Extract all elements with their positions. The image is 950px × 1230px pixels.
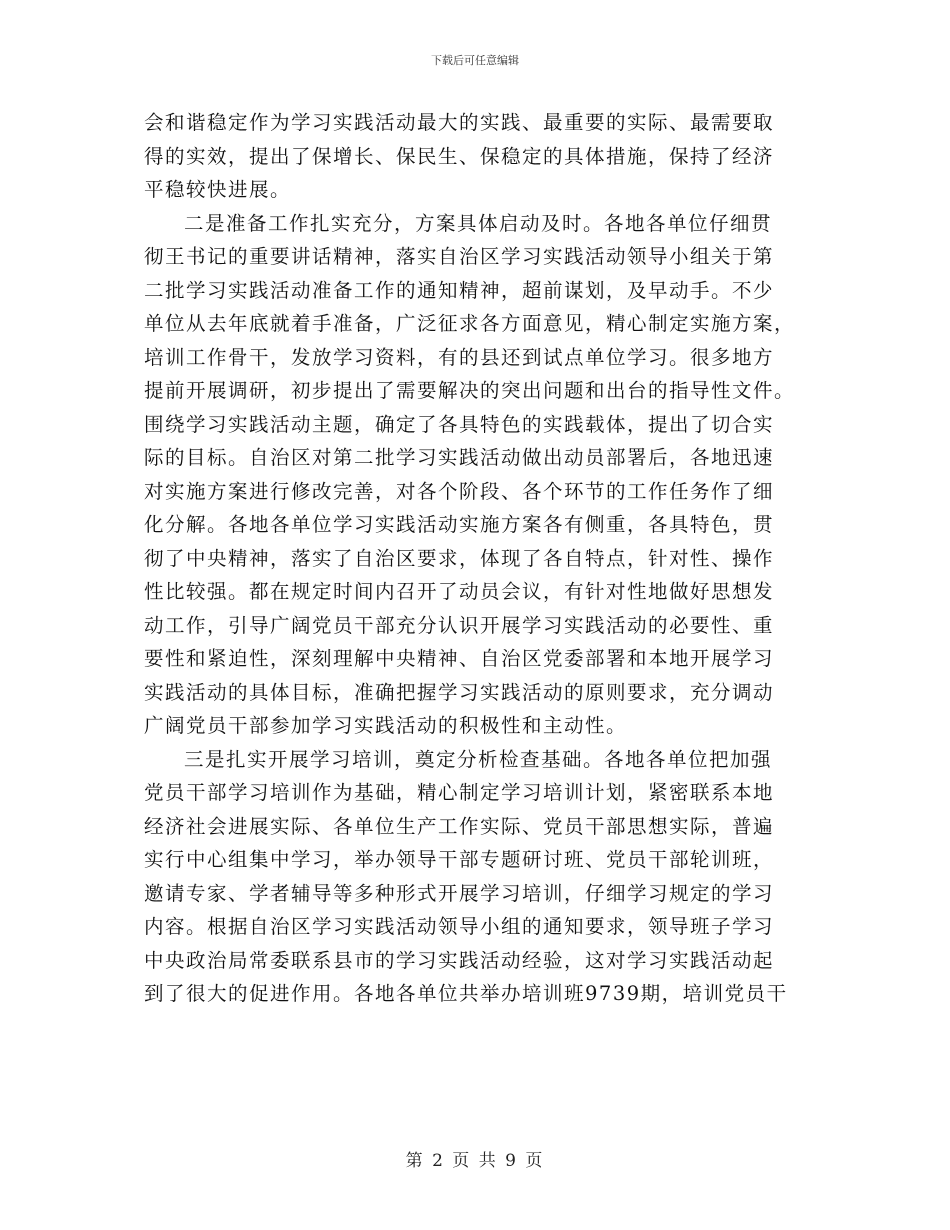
text-line: 提前开展调研，初步提出了需要解决的突出问题和出台的指导性文件。	[144, 379, 796, 402]
text-line: 性比较强。都在规定时间内召开了动员会议，有针对性地做好思想发	[144, 580, 775, 603]
text-line: 彻王书记的重要讲话精神，落实自治区学习实践活动领导小组关于第	[144, 245, 775, 268]
page-header-note: 下载后可任意编辑	[431, 54, 519, 67]
text-line: 要性和紧迫性，深刻理解中央精神、自治区党委部署和本地开展学习	[144, 647, 775, 670]
document-body	[144, 106, 806, 1011]
paragraph-start-line: 二是准备工作扎实充分，方案具体启动及时。各地各单位仔细贯	[184, 211, 773, 235]
text-line: 广阔党员干部参加学习实践活动的积极性和主动性。	[144, 714, 628, 737]
text-line: 际的目标。自治区对第二批学习实践活动做出动员部署后，各地迅速	[144, 446, 775, 469]
text-line: 培训工作骨干，发放学习资料，有的县还到试点单位学习。很多地方	[144, 345, 775, 369]
page-number-footer: 第 2 页 共 9 页	[405, 1151, 545, 1171]
text-line: 二批学习实践活动准备工作的通知精神，超前谋划，及早动手。不少	[144, 278, 775, 302]
text-line: 经济社会进展实际、各单位生产工作实际、党员干部思想实际，普遍	[144, 814, 775, 838]
text-line: 单位从去年底就着手准备，广泛征求各方面意见，精心制定实施方案，	[144, 312, 796, 335]
text-line: 得的实效，提出了保增长、保民生、保稳定的具体措施，保持了经济	[144, 144, 775, 168]
text-line: 中央政治局常委联系县市的学习实践活动经验，这对学习实践活动起	[144, 948, 775, 972]
text-line: 对实施方案进行修改完善，对各个阶段、各个环节的工作任务作了细	[144, 479, 775, 503]
text-line: 党员干部学习培训作为基础，精心制定学习培训计划，紧密联系本地	[144, 781, 775, 804]
text-line: 邀请专家、学者辅导等多种形式开展学习培训，仔细学习规定的学习	[144, 881, 775, 905]
paragraph-start-line: 三是扎实开展学习培训，奠定分析检查基础。各地各单位把加强	[184, 747, 773, 771]
text-line: 围绕学习实践活动主题，确定了各具特色的实践载体，提出了切合实	[144, 412, 775, 436]
text-line: 会和谐稳定作为学习实践活动最大的实践、最重要的实际、最需要取	[144, 111, 775, 134]
text-line: 到了很大的促进作用。各地各单位共举办培训班9739期，培训党员干	[144, 982, 788, 1005]
text-line: 彻了中央精神，落实了自治区要求，体现了各自特点，针对性、操作	[144, 546, 775, 570]
text-line: 动工作，引导广阔党员干部充分认识开展学习实践活动的必要性、重	[144, 613, 775, 637]
text-line: 化分解。各地各单位学习实践活动实施方案各有侧重，各具特色，贯	[144, 513, 775, 536]
text-line: 平稳较快进展。	[144, 178, 292, 201]
text-line: 实践活动的具体目标，准确把握学习实践活动的原则要求，充分调动	[144, 680, 775, 704]
text-line: 内容。根据自治区学习实践活动领导小组的通知要求，领导班子学习	[144, 915, 775, 938]
text-line: 实行中心组集中学习，举办领导干部专题研讨班、党员干部轮训班，	[144, 848, 775, 871]
